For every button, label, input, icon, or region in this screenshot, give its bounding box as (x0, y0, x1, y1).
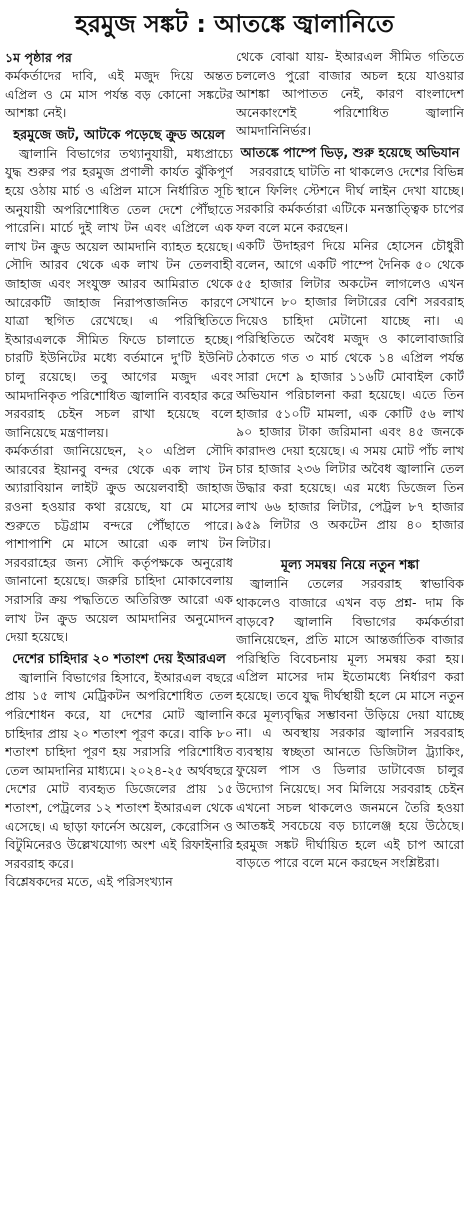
paragraph: একটি উদাহরণ দিয়ে মনির হোসেন চৌধুরী বলেন, আগে একটি পাম্পে দৈনিক ৫০ থেকে ৫৫ হাজার লিটার অকটেন লাগলেও এখন সেখানে ৮০ হাজার লিটারের বেশি সরবরাহ দিয়েও চাহিদা মেটানো যাচ্ছে না। এ পরিস্থিতিতে অবৈধ মজুদ ও কালোবাজারি ঠেকাতে গত ৩ মার্চ থেকে ১৪ এপ্রিল পর্যন্ত সারা দেশে ৯ হাজার ১১৬টি মোবাইল কোর্ট অভিযান পরিচালনা করা হয়েছে। এতে তিন হাজার ৫১০টি মামলা, এক কোটি ৫৬ লাখ ৯০ হাজার টাকা জরিমানা এবং ৪৫ জনকে কারাদণ্ড দেয়া হয়েছে। এ সময় মোট পাঁচ লাখ চার হাজার ২৩৬ লিটার অবৈধ জ্বালানি তেল উদ্ধার করা হয়েছে। এর মধ্যে ডিজেল তিন লাখ ৬৬ হাজার লিটার, পেট্রল ৮৭ হাজার ৯৫৯ লিটার ও অকটেন প্রায় ৪০ হাজার লিটার। (236, 238, 464, 551)
paragraph: সরবরাহে ঘাটতি না থাকলেও দেশের বিভিন্ন স্থানে ফিলিং স্টেশনে দীর্ঘ লাইন দেখা যাচ্ছে। সরকারি কর্মকর্তারা এটিকে মনস্তাত্ত্বিক চাপের ফল বলে মনে করছেন। (236, 163, 464, 235)
subheading: আতঙ্কে পাম্পে ভিড়, শুরু হয়েছে অভিযান (240, 145, 460, 161)
paragraph: কর্মকর্তাদের দাবি, এই মজুদ দিয়ে অন্তত এপ্রিল ও মে মাস পর্যন্ত বড় কোনো সঙ্কটের আশঙ্কা নেই। (5, 68, 233, 121)
subheading: মূল্য সমন্বয় নিয়ে নতুন শঙ্কা (280, 558, 420, 574)
article-columns (5, 48, 464, 1228)
subheading: হরমুজে জট, আটকে পড়েছে ক্রুড অয়েল (13, 127, 225, 143)
paragraph: জ্বালানি বিভাগের হিসাবে, ইআরএল বছরে প্রায় ১৫ লাখ মেট্রিকটন অপরিশোধিত তেল পরিশোধন করে, যা দেশের মোট জ্বালানি চাহিদার প্রায় ২০ শতাংশ পূরণ করে। বাকি ৮০ শতাংশ চাহিদা পূরণ হয় সরাসরি পরিশোধিত তেল আমদানির মাধ্যমে। ২০২৪-২৫ অর্থবছরে দেশের মোট ব্যবহৃত ডিজেলের প্রায় ১৫ শতাংশ, পেট্রলের ১২ শতাংশ ইআরএল থেকে এসেছে। এ ছাড়া ফার্নেস অয়েল, কেরোসিন ও বিটুমিনেরও উল্লেখযোগ্য অংশ এই রিফাইনারি সরবরাহ করে। (5, 669, 233, 871)
paragraph: জ্বালানি বিভাগের তথ্যানুযায়ী, মধ্যপ্রাচ্যে যুদ্ধ শুরুর পর হরমুজ প্রণালী কার্যত ঝুঁকিপূর্ণ হয়ে ওঠায় মার্চ ও এপ্রিল মাসে নির্ধারিত সূচি অনুযায়ী অপরিশোধিত তেল দেশে পৌঁছাতে পারেনি। মার্চে দুই লাখ টন এবং এপ্রিলে এক লাখ টন ক্রুড অয়েল আমদানি ব্যাহত হয়েছে। সৌদি আরব থেকে এক লাখ টন তেলবাহী জাহাজ এবং সংযুক্ত আরব আমিরাত থেকে আরেকটি জাহাজ নিরাপত্তাজনিত কারণে যাত্রা স্থগিত রেখেছে। এ পরিস্থিতিতে ইআরএলকে সীমিত ফিডে চালাতে হচ্ছে। চারটি ইউনিটের মধ্যে বর্তমানে দু'টি ইউনিট চালু রয়েছে। তবু আগের মজুদ এবং আমদানিকৃত পরিশোধিত জ্বালানি ব্যবহার করে সরবরাহ চেইন সচল রাখা হয়েছে বলে জানিয়েছে মন্ত্রণালয়। (5, 145, 233, 440)
headline: হরমুজ সঙ্কট : আতঙ্কে জ্বালানিতে (75, 10, 394, 38)
paragraph: থেকে বোঝা যায়- ইআরএল সীমিত গতিতে চললেও পুরো বাজার অচল হয়ে যাওয়ার আশঙ্কা আপাতত নেই, কারণ বাংলাদেশ অনেকাংশেই পরিশোধিত জ্বালানি আমদানিনির্ভর। (236, 49, 464, 139)
paragraph: বিশ্লেষকদের মতে, এই পরিসংখ্যান (5, 874, 173, 890)
right-column (236, 48, 464, 1228)
paragraph: কর্মকর্তারা জানিয়েছেন, ২০ এপ্রিল সৌদি আরবের ইয়ানবু বন্দর থেকে এক লাখ টন অ্যারাবিয়ান লাইট ক্রুড অয়েলবাহী জাহাজ রওনা হওয়ার কথা রয়েছে, যা মে মাসের শুরুতে চট্টগ্রাম বন্দরে পৌঁছাতে পারে। পাশাপাশি মে মাসে আরো এক লাখ টন সরবরাহের জন্য সৌদি কর্তৃপক্ষকে অনুরোধ জানানো হয়েছে। জরুরি চাহিদা মোকাবেলায় সরাসরি ক্রয় পদ্ধতিতে অতিরিক্ত আরো এক লাখ টন ক্রুড অয়েল আমদানির অনুমোদন দেয়া হয়েছে। (5, 443, 233, 645)
paragraph: জ্বালানি তেলের সরবরাহ স্বাভাবিক থাকলেও বাজারে এখন বড় প্রশ্ন- দাম কি বাড়বে? জ্বালানি বিভাগের কর্মকর্তারা জানিয়েছেন, প্রতি মাসে আন্তর্জাতিক বাজার পরিস্থিতি বিবেচনায় মূল্য সমন্বয় করা হয়। এপ্রিল মাসের দাম ইতোমধ্যে নির্ধারণ করা হয়েছে। তবে যুদ্ধ দীর্ঘস্থায়ী হলে মে মাসে নতুন করে মূল্যবৃদ্ধির সম্ভাবনা উড়িয়ে দেয়া যাচ্ছে না। এ অবস্থায় সরকার জ্বালানি সরবরাহ ব্যবস্থায় স্বচ্ছতা আনতে ডিজিটাল ট্র্যাকিং, ফুয়েল পাস ও ডিলার ডাটাবেজ চালুর উদ্যোগ নিয়েছে। সব মিলিয়ে সরবরাহ চেইন এখনো সচল থাকলেও জনমনে তৈরি হওয়া আতঙ্কই সবচেয়ে বড় চ্যালেঞ্জ হয়ে উঠেছে। হরমুজ সঙ্কট দীর্ঘায়িত হলে এই চাপ আরো বাড়তে পারে বলে মনে করছেন সংশ্লিষ্টরা। (236, 576, 464, 871)
subheading: দেশের চাহিদার ২০ শতাংশ দেয় ইআরএল (12, 651, 226, 667)
left-column (5, 48, 233, 1228)
continued-from-label: ১ম পৃষ্ঠার পর (5, 50, 72, 65)
